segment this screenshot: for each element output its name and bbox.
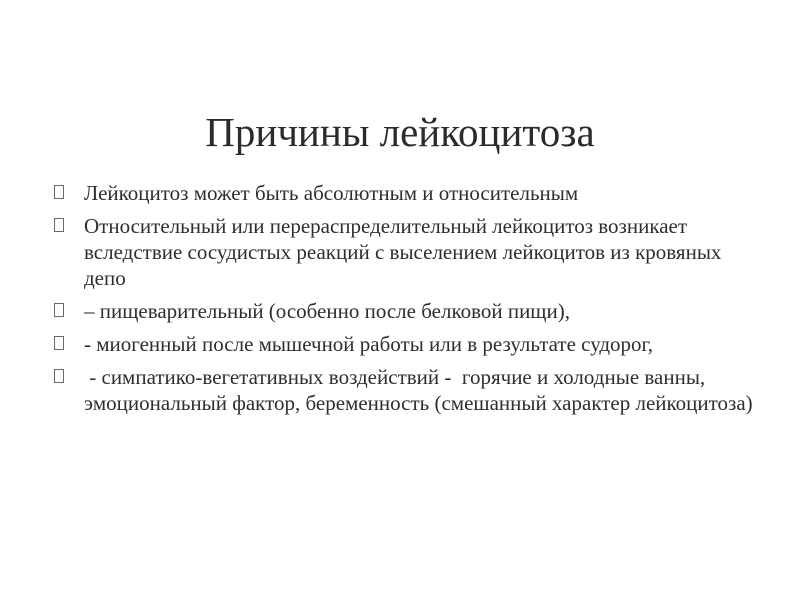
square-bullet-icon [54, 185, 64, 199]
bullet-item [54, 298, 754, 324]
bullet-list [54, 180, 754, 416]
bullet-text: - симпатико-вегетативных воздействий - горячие и холодные ванны, эмоциональный фактор, беременность (смешанный характер лейкоцитоза) [84, 365, 753, 415]
square-bullet-icon [54, 336, 64, 350]
square-bullet-icon [54, 218, 64, 232]
bullet-item [54, 180, 754, 206]
bullet-item [54, 364, 754, 416]
slide-title: Причины лейкоцитоза [205, 109, 595, 155]
bullet-item [54, 331, 754, 357]
bullet-text: - миогенный после мышечной работы или в результате судорог, [84, 332, 654, 356]
square-bullet-icon [54, 369, 64, 383]
bullet-text: Относительный или перераспределительный лейкоцитоз возникает вследствие сосудистых реакций с выселением лейкоцитов из кровяных депо [84, 214, 727, 290]
bullet-text: – пищеварительный (особенно после белковой пищи), [84, 299, 570, 323]
bullet-text: Лейкоцитоз может быть абсолютным и относительным [84, 181, 579, 205]
square-bullet-icon [54, 303, 64, 317]
slide-content [54, 180, 754, 423]
bullet-item [54, 213, 754, 291]
